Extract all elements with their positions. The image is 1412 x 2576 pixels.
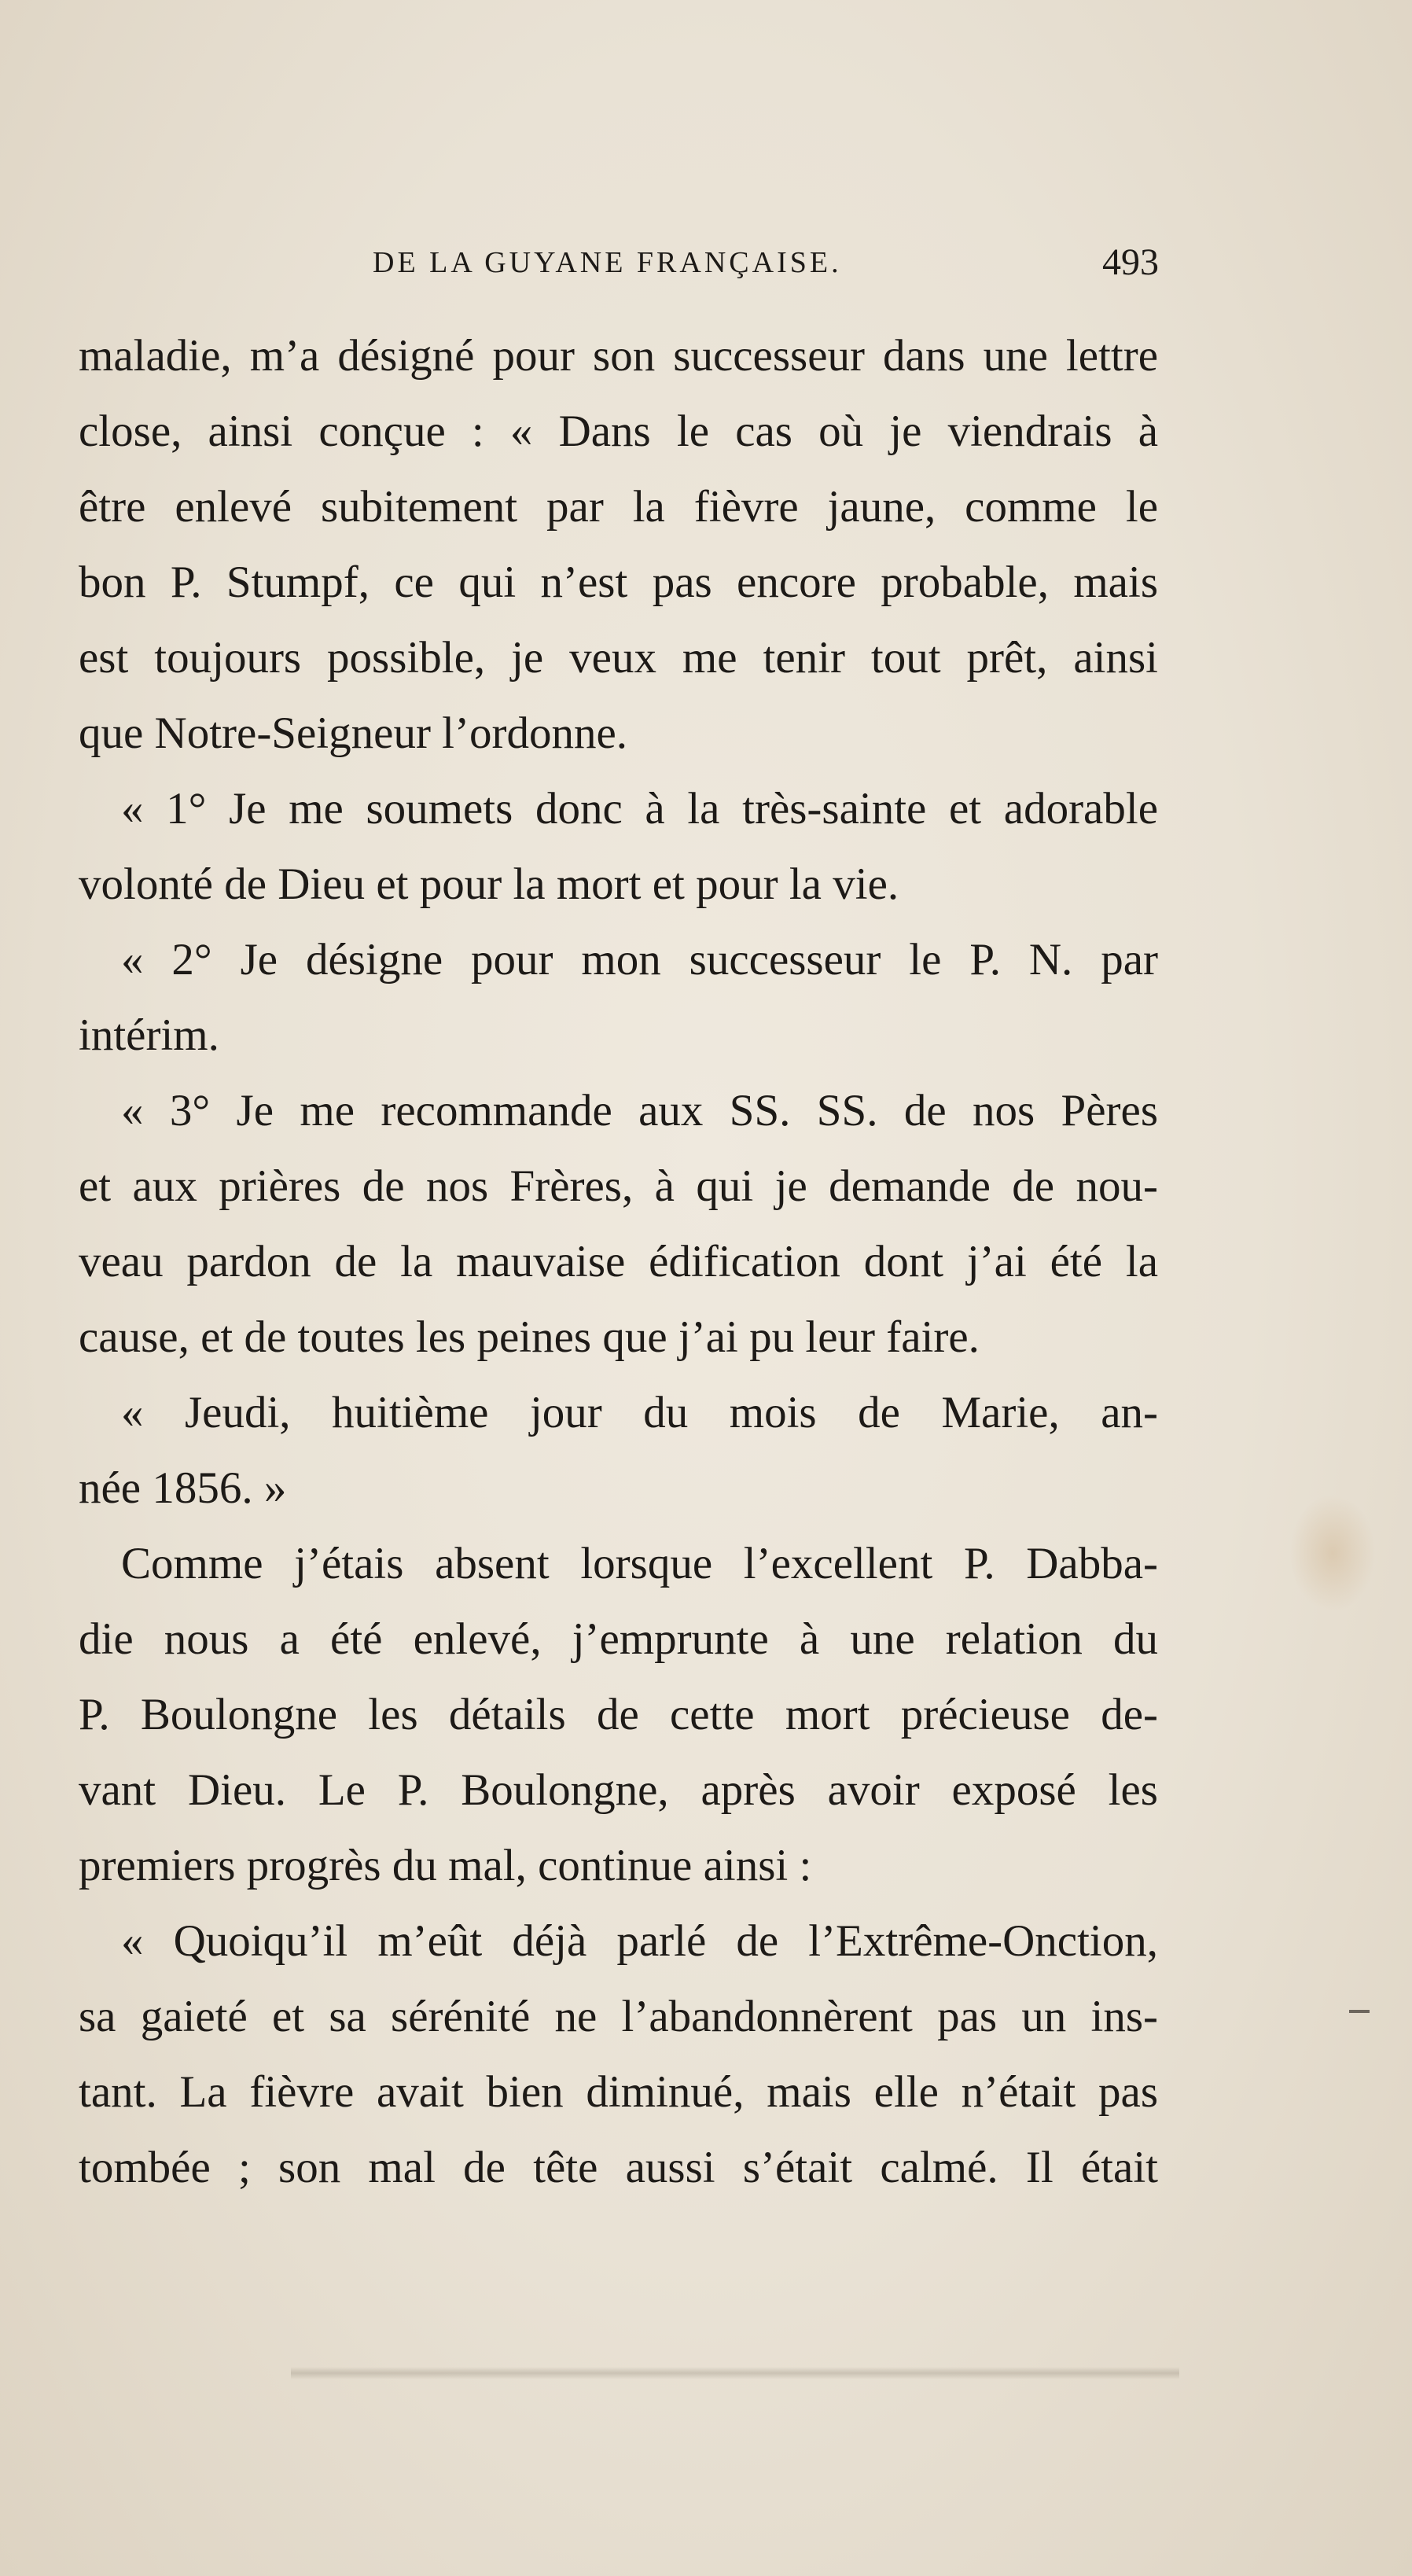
text-line: close, ainsi conçue : « Dans le cas où je viendrais à	[79, 407, 1158, 456]
text-line: être enlevé subitement par la fièvre jaune, comme le	[79, 482, 1158, 532]
text-line: veau pardon de la mauvaise édification dont j’ai été la	[79, 1237, 1158, 1286]
running-header	[373, 238, 1159, 287]
text-line: et aux prières de nos Frères, à qui je demande de nou-	[79, 1161, 1158, 1211]
header-title: DE LA GUYANE FRANÇAISE.	[373, 246, 842, 279]
text-line: que Notre-Seigneur l’ordonne.	[79, 708, 628, 758]
text-line: Comme j’étais absent lorsque l’excellent P. Dabba-	[121, 1539, 1158, 1588]
text-line: cause, et de toutes les peines que j’ai pu leur faire.	[79, 1312, 980, 1362]
text-line: « Jeudi, huitième jour du mois de Marie, an-	[121, 1388, 1158, 1437]
paper-stain	[1289, 1494, 1376, 1612]
text-line: P. Boulongne les détails de cette mort précieuse de-	[79, 1690, 1158, 1739]
text-line: vant Dieu. Le P. Boulongne, après avoir exposé les	[79, 1765, 1158, 1815]
text-line: volonté de Dieu et pour la mort et pour la vie.	[79, 859, 899, 909]
text-line: née 1856. »	[79, 1463, 287, 1513]
text-line: maladie, m’a désigné pour son successeur dans une lettre	[79, 331, 1158, 381]
text-line: tombée ; son mal de tête aussi s’était calmé. Il était	[79, 2143, 1158, 2192]
margin-mark	[1349, 2010, 1370, 2013]
text-line: « Quoiqu’il m’eût déjà parlé de l’Extrême-Onction,	[121, 1916, 1158, 1966]
text-line: « 2° Je désigne pour mon successeur le P. N. par	[121, 935, 1158, 984]
text-line: « 3° Je me recommande aux SS. SS. de nos Pères	[121, 1086, 1158, 1135]
text-line: est toujours possible, je veux me tenir tout prêt, ainsi	[79, 633, 1158, 683]
page-shadow	[291, 2367, 1179, 2379]
body-text	[79, 318, 1158, 2206]
text-line: premiers progrès du mal, continue ainsi :	[79, 1841, 812, 1890]
text-line: sa gaieté et sa sérénité ne l’abandonnèrent pas un ins-	[79, 1992, 1158, 2041]
page-number: 493	[1102, 241, 1159, 283]
text-line: intérim.	[79, 1010, 219, 1060]
text-line: « 1° Je me soumets donc à la très-sainte et adorable	[121, 784, 1158, 834]
text-line: bon P. Stumpf, ce qui n’est pas encore probable, mais	[79, 558, 1158, 607]
text-line: tant. La fièvre avait bien diminué, mais elle n’était pas	[79, 2067, 1158, 2117]
text-line: die nous a été enlevé, j’emprunte à une relation du	[79, 1614, 1158, 1664]
